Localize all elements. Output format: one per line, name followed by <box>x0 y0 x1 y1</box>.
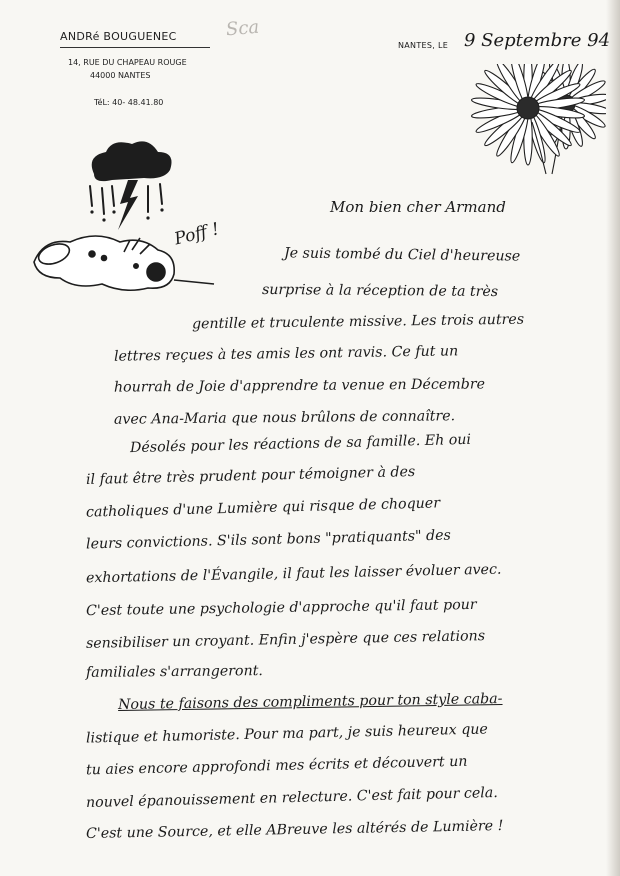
body-line: sensibiliser un croyant. Enfin j'espère que ces relations <box>85 628 486 652</box>
body-line: hourrah de Joie d'apprendre ta venue en Décembre <box>113 376 486 396</box>
body-line: nouvel épanouissement en relecture. C'est fait pour cela. <box>85 784 499 812</box>
body-line: Nous te faisons des compliments pour ton style caba- <box>117 690 503 714</box>
body-line: Je suis tombé du Ciel d'heureuse <box>283 245 521 265</box>
sender-address-street: 14, RUE DU CHAPEAU ROUGE <box>68 58 187 67</box>
body-line: avec Ana-Maria que nous brûlons de connaître. <box>113 408 456 428</box>
sender-phone: TéL: 40- 48.41.80 <box>94 98 164 107</box>
body-line: surprise à la réception de ta très <box>261 281 499 301</box>
body-line: gentille et truculente missive. Les trois autres <box>191 311 525 333</box>
faint-scribble: Sca <box>225 16 261 41</box>
poff-exclamation: Poff ! <box>172 219 222 250</box>
body-line: lettres reçues à tes amis les ont ravis. Ce fut un <box>113 343 459 365</box>
body-line: C'est toute une psychologie d'approche qu'il faut pour <box>85 596 477 620</box>
body-line: catholiques d'une Lumière qui risque de choquer <box>85 495 441 521</box>
body-line: exhortations de l'Évangile, il faut les laisser évoluer avec. <box>85 561 502 587</box>
body-line: Désolés pour les réactions de sa famille. Eh oui <box>129 431 472 457</box>
body-line: leurs convictions. S'ils sont bons "pratiquants" des <box>85 527 452 553</box>
sender-name: ANDRé BOUGUENEC <box>60 30 177 43</box>
salutation: Mon bien cher Armand <box>330 198 506 216</box>
body-line: C'est une Source, et elle ABreuve les altérés de Lumière ! <box>85 817 504 843</box>
place-label: NANTES, LE <box>398 41 449 50</box>
body-line: familiales s'arrangeront. <box>85 663 264 681</box>
body-line: listique et humoriste. Pour ma part, je suis heureux que <box>85 721 489 747</box>
body-line: il faut être très prudent pour témoigner à des <box>85 463 416 489</box>
sender-address-city: 44000 NANTES <box>90 71 151 80</box>
body-line: tu aies encore approfondi mes écrits et découvert un <box>85 753 468 779</box>
letter-date: 9 Septembre 94 <box>464 30 611 51</box>
